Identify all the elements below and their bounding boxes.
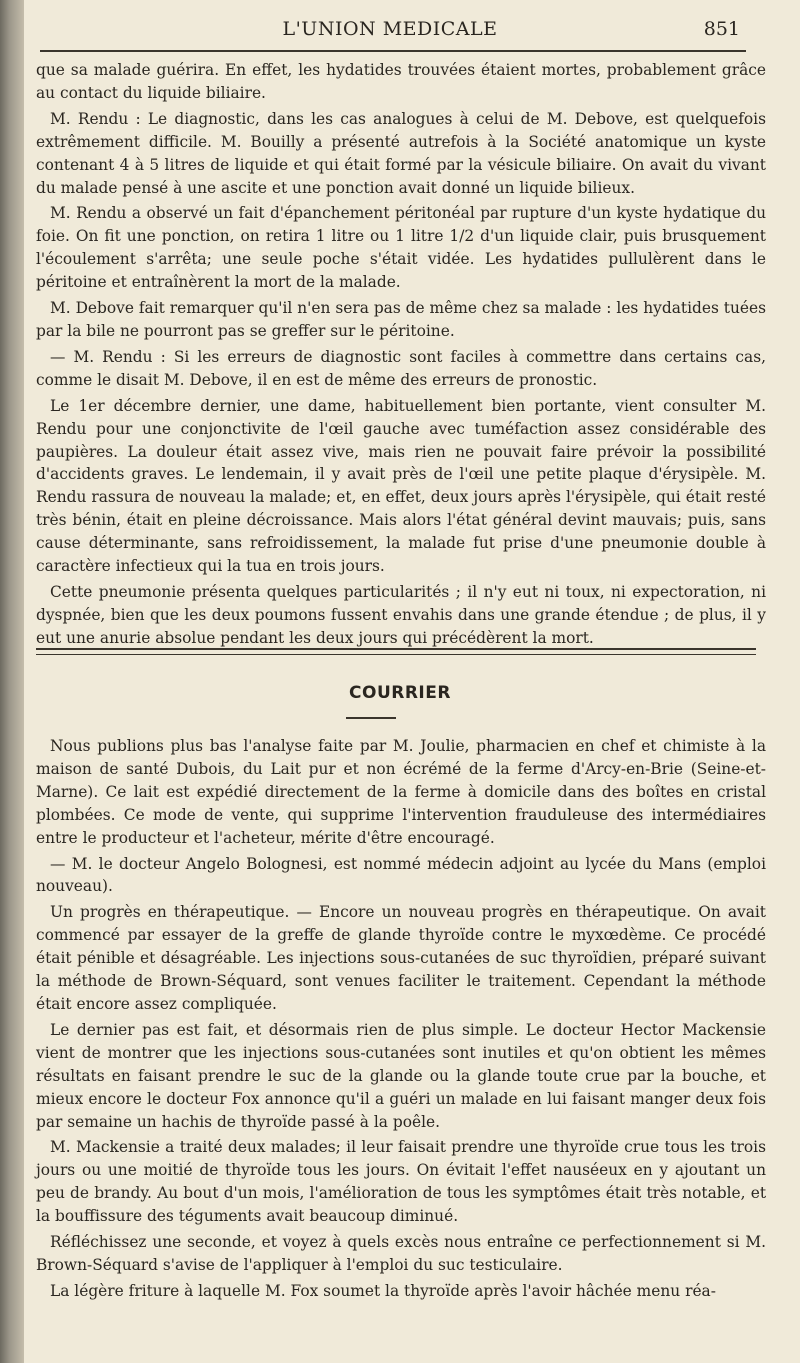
paragraph: Un progrès en thérapeutique. — Encore un nouveau progrès en thérapeutique. On avait commencé par essayer de la greffe de glande thyroïde contre le myxœdème. Ce procédé était pénible et désagréable. Les injections sous-cutanées de suc thyroïdien, préparé suivant la méthode de Brown-Séquard, sont venues faciliter le traitement. Cependant la méthode était encore assez compliquée.: [36, 903, 766, 1013]
paragraph: M. Rendu : Le diagnostic, dans les cas analogues à celui de M. Debove, est quelquefois extrêmement difficile. M. Bouilly a présenté autrefois à la Société anatomique un kyste contenant 4 à 5 litres de liquide et qui était formé par la vésicule biliaire. On avait du vivant du malade pensé à une ascite et une ponction avait donné un liquide bilieux.: [36, 109, 766, 197]
page-header: [40, 18, 740, 46]
paragraph: M. Debove fait remarquer qu'il n'en sera pas de même chez sa malade : les hydatides tuées par la bile ne pourront pas se greffer sur le péritoine.: [36, 299, 766, 340]
header-rule: [40, 50, 746, 52]
courrier-section: [36, 735, 766, 1306]
paragraph: Le dernier pas est fait, et désormais rien de plus simple. Le docteur Hector Mackensie vient de montrer que les injections sous-cutanées sont inutiles et qu'on obtient les mêmes résultats en faisant prendre le suc de la glande ou la glande toute crue par la bouche, et mieux encore le docteur Fox annonce qu'il a guéri un malade en lui faisant manger deux fois par semaine un hachis de thyroïde passé à la poêle.: [36, 1020, 766, 1131]
book-binding-edge: [0, 0, 24, 1363]
paragraph: Cette pneumonie présenta quelques particularités ; il n'y eut ni toux, ni expectoration, ni dyspnée, bien que les deux poumons fussent envahis dans une grande étendue ; de plus, il y eut une anurie absolue pendant les deux jours qui précédèrent la mort.: [36, 582, 766, 647]
page-number: 851: [703, 18, 740, 40]
paragraph: Le 1er décembre dernier, une dame, habituellement bien portante, vient consulter M. Rendu pour une conjonctivite de l'œil gauche avec tuméfaction assez considérable des paupières. La douleur était assez vive, mais rien ne pouvait faire prévoir la possibilité d'accidents graves. Le lendemain, il y avait près de l'œil une petite plaque d'érysipèle. M. Rendu rassura de nouveau la malade; et, en effet, deux jours après l'érysipèle, qui était resté très bénin, était en pleine décroissance. Mais alors l'état général devint mauvais; puis, sans cause déterminante, sans refroidissement, la malade fut prise d'une pneumonie double à caractère infectieux qui la tua en trois jours.: [36, 396, 766, 576]
paragraph: Nous publions plus bas l'analyse faite par M. Joulie, pharmacien en chef et chimiste à la maison de santé Dubois, du Lait pur et non écrémé de la ferme d'Arcy-en-Brie (Seine-et-Marne). Ce lait est expédié directement de la ferme à domicile dans des boîtes en cristal plombées. Ce mode de vente, qui supprime l'intervention frauduleuse des intermédiaires entre le producteur et l'acheteur, mérite d'être encouragé.: [36, 737, 766, 847]
running-title: L'UNION MEDICALE: [282, 18, 498, 40]
article-continuation: [36, 59, 766, 653]
paragraph: M. Rendu a observé un fait d'épanchement péritonéal par rupture d'un kyste hydatique du foie. On fit une ponction, on retira 1 litre ou 1 litre 1/2 d'un liquide clair, puis brusquement l'écoulement s'arrêta; une seule poche s'était vidée. Les hydatides pullulèrent dans le péritoine et entraînèrent la mort de la malade.: [36, 204, 766, 292]
paragraph: Réfléchissez une seconde, et voyez à quels excès nous entraîne ce perfectionnement si M. Brown-Séquard s'avise de l'appliquer à l'emploi du suc testiculaire.: [36, 1233, 766, 1274]
paragraph: — M. le docteur Angelo Bolognesi, est nommé médecin adjoint au lycée du Mans (emploi nouveau).: [36, 854, 766, 896]
paragraph: La légère friture à laquelle M. Fox soumet la thyroïde après l'avoir hâchée menu réa-: [50, 1281, 716, 1300]
paragraph: que sa malade guérira. En effet, les hydatides trouvées étaient mortes, probablement grâce au contact du liquide biliaire.: [36, 61, 766, 102]
section-title: COURRIER: [349, 683, 451, 703]
paragraph: — M. Rendu : Si les erreurs de diagnostic sont faciles à commettre dans certains cas, comme le disait M. Debove, il en est de même des erreurs de pronostic.: [36, 347, 766, 389]
title-rule: [346, 717, 396, 719]
paragraph: M. Mackensie a traité deux malades; il leur faisait prendre une thyroïde crue tous les trois jours ou une moitié de thyroïde tous les jours. On évitait l'effet nauséeux en y ajoutant un peu de brandy. Au bout d'un mois, l'amélioration de tous les symptômes était très notable, et la bouffissure des téguments avait beaucoup diminué.: [36, 1138, 766, 1226]
section-separator: [36, 648, 756, 655]
